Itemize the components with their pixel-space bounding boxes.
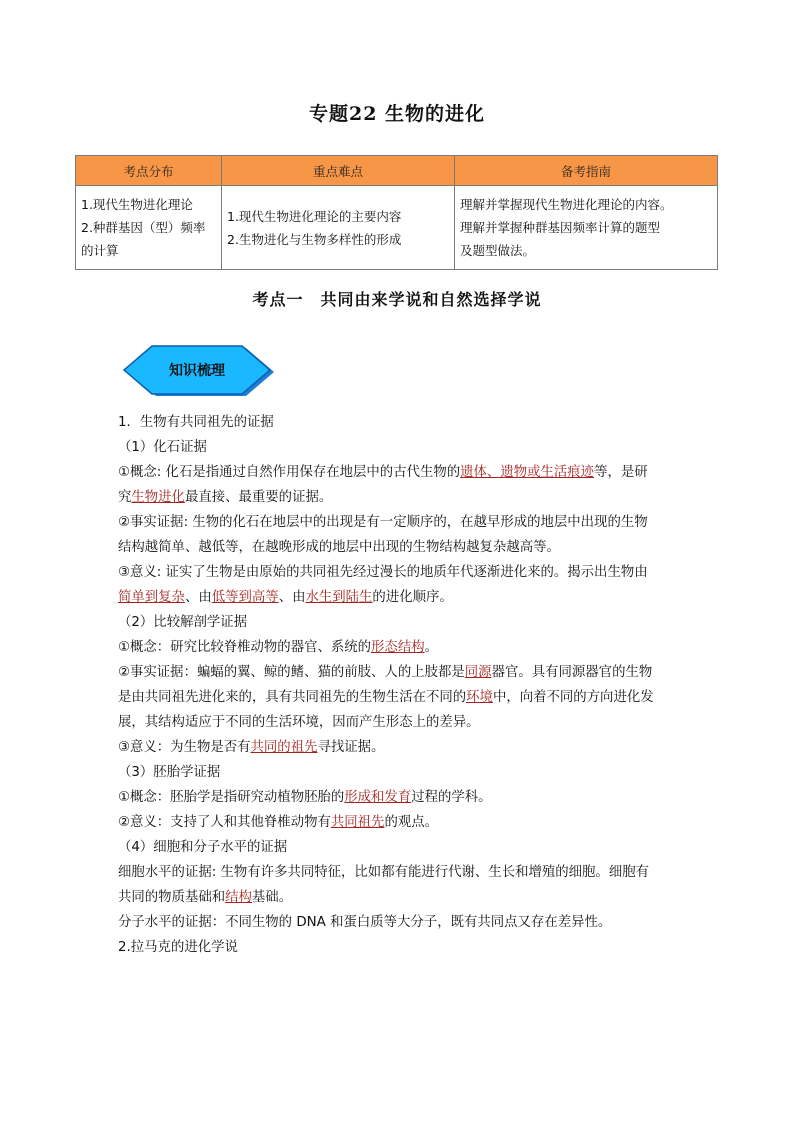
cell-level-line1: 细胞水平的证据: 生物有许多共同特征，比如都有能进行代谢、生长和增殖的细胞。细胞有	[118, 865, 649, 880]
underlined-answer: 形成和发育	[344, 790, 412, 805]
text-run: 中，向着不同的方向进化发	[492, 690, 654, 705]
text-run: 、由	[278, 590, 306, 605]
subheading-fossil: （1）化石证据	[118, 440, 207, 455]
text-run: 究	[118, 490, 132, 505]
underlined-answer: 低等到高等	[211, 590, 279, 605]
summary-table	[75, 155, 718, 270]
cell-line: 理解并掌握种群基因频率计算的题型	[460, 220, 661, 235]
heading-evidence: 1．生物有共同祖先的证据	[118, 415, 274, 430]
cell-line: 1.现代生物进化理论的主要内容	[227, 208, 402, 224]
subheading-anatomy: （2）比较解剖学证据	[118, 615, 248, 630]
section-title: 考点一 共同由来学说和自然选择学说	[252, 290, 542, 309]
text-run: ③意义：为生物是否有	[118, 740, 251, 755]
text-run: 、由	[184, 590, 212, 605]
text-run: 器官。具有同源器官的生物	[491, 665, 653, 680]
underlined-answer: 生物进化	[131, 490, 185, 505]
subheading-molecular: （4）细胞和分子水平的证据	[118, 840, 288, 855]
fossil-facts-line1: ②事实证据: 生物的化石在地层中的出现是有一定顺序的，在越早形成的地层中出现的生物	[118, 515, 648, 530]
fossil-concept	[118, 460, 688, 485]
text-run: 最直接、最重要的证据。	[184, 490, 333, 505]
text-run: 。	[424, 640, 438, 655]
text-run: 基础。	[251, 890, 293, 905]
text-run: 是由共同祖先进化来的，具有共同祖先的生物生活在不同的	[118, 690, 467, 705]
header-exam-points: 考点分布	[76, 156, 222, 186]
text-run: ②意义：支持了人和其他脊椎动物有	[118, 815, 331, 830]
underlined-answer: 水生到陆生	[305, 590, 373, 605]
subheading-embryology: （3）胚胎学证据	[118, 765, 221, 780]
anatomy-facts-line1	[118, 660, 688, 685]
embryology-concept	[118, 785, 688, 810]
text-run: 寻找证据。	[317, 740, 385, 755]
page-title: 专题22 生物的进化	[308, 103, 486, 125]
fossil-concept-cont	[118, 485, 688, 510]
text-run: 的观点。	[384, 815, 438, 830]
text-run: 的进化顺序。	[372, 590, 453, 605]
underlined-answer: 简单到复杂	[118, 590, 185, 605]
cell-line: 的计算	[81, 243, 119, 258]
text-run: ①概念：研究比较脊椎动物的器官、系统的	[118, 640, 372, 655]
fossil-facts-line2: 结构越简单、越低等，在越晚形成的地层中出现的生物结构越复杂越高等。	[118, 540, 560, 555]
table-row	[76, 186, 718, 270]
header-study-guide: 备考指南	[455, 156, 718, 186]
anatomy-facts-line2	[118, 685, 688, 710]
heading-lamarck: 2.拉马克的进化学说	[118, 940, 238, 955]
cell-line: 2.生物进化与生物多样性的形成	[227, 231, 402, 247]
cell-line: 理解并掌握现代生物进化理论的内容。	[460, 197, 673, 212]
header-key-difficulties: 重点难点	[222, 156, 455, 186]
text-run: ②事实证据：蝙蝠的翼、鲸的鳍、猫的前肢、人的上肢都是	[118, 665, 465, 680]
molecular-level: 分子水平的证据：不同生物的 DNA 和蛋白质等大分子，既有共同点又存在差异性。	[118, 915, 612, 930]
anatomy-facts-line3: 展，其结构适应于不同的生活环境，因而产生形态上的差异。	[118, 715, 480, 730]
fossil-meaning-line2	[118, 585, 688, 610]
underlined-answer: 结构	[225, 890, 252, 905]
text-run: 共同的物质基础和	[118, 890, 226, 905]
cell-key-difficulties	[222, 186, 455, 270]
fossil-meaning-line1: ③意义: 证实了生物是由原始的共同祖先经过漫长的地质年代逐渐进化来的。揭示出生物由	[118, 565, 648, 580]
anatomy-concept	[118, 635, 688, 660]
cell-line: 1.现代生物进化理论	[81, 197, 193, 212]
text-run: ①概念：胚胎学是指研究动植物胚胎的	[118, 790, 345, 805]
cell-line: 及题型做法。	[460, 243, 536, 258]
anatomy-meaning	[118, 735, 688, 760]
text-run: 等，是研	[594, 465, 648, 480]
text-run: 过程的学科。	[411, 790, 492, 805]
badge-label: 知识梳理	[169, 363, 225, 379]
cell-exam-points	[76, 186, 222, 270]
underlined-answer: 共同祖先	[330, 815, 385, 830]
table-header-row	[76, 156, 718, 186]
content-body	[118, 410, 688, 960]
knowledge-badge	[122, 344, 276, 398]
text-run: ①概念: 化石是指通过自然作用保存在地层中的古代生物的	[118, 465, 461, 480]
cell-study-guide	[455, 186, 718, 270]
cell-line: 2.种群基因（型）频率	[81, 220, 206, 235]
underlined-answer: 共同的祖先	[250, 740, 318, 755]
underlined-answer: 遗体、遗物或生活痕迹	[460, 465, 595, 480]
underlined-answer: 形态结构	[371, 640, 425, 655]
underlined-answer: 同源	[464, 665, 492, 680]
embryology-meaning	[118, 810, 688, 835]
cell-level-line2	[118, 885, 688, 910]
underlined-answer: 环境	[466, 690, 493, 705]
